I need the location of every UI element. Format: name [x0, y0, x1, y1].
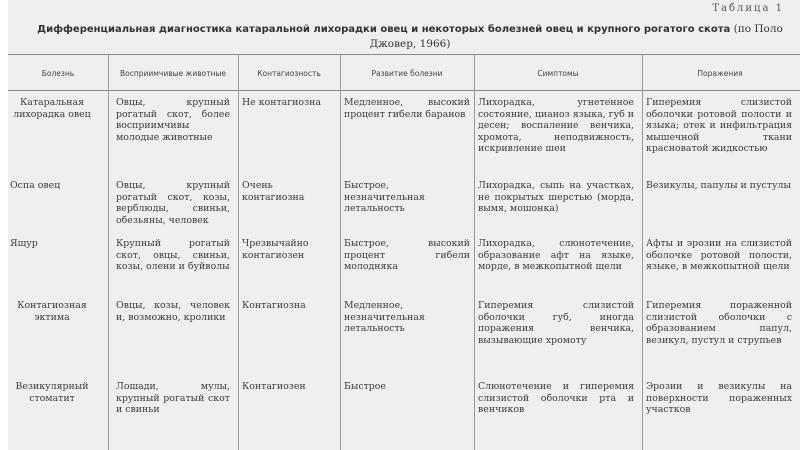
column-divider — [108, 54, 109, 450]
table-title-source: (по Поло Джовер, 1966) — [369, 23, 783, 50]
header-contagiousness: Контагиозность — [257, 68, 321, 78]
row-3-animals: Крупный рогатый скот, овцы, свиньи, козы, олени и буйволы — [116, 238, 230, 273]
table-number: Таблица 1 — [712, 3, 784, 14]
table-title — [30, 22, 790, 51]
row-1-disease: Катаральная лихорадка овец — [13, 97, 91, 120]
row-5-lesions: Эрозии и везикулы на поверхности пораженных участков — [646, 381, 792, 416]
row-5-disease: Везикулярный стоматит — [15, 381, 89, 404]
row-4-development: Медленное, незначительная летальность — [344, 300, 425, 335]
header-symptoms: Симптомы — [537, 68, 579, 78]
row-5-symptoms: Слюнотечение и гиперемия слизистой оболочки рта и венчиков — [478, 381, 634, 416]
row-4-contagiousness: Контагиозна — [242, 300, 306, 311]
row-2-development: Быстрое, незначительная летальность — [344, 180, 425, 215]
row-2-contagiousness: Очень контагиозна — [242, 180, 305, 203]
row-2-symptoms: Лихорадка, сыпь на участках, не покрытых шерстью (морда, вымя, мошонка) — [478, 180, 634, 215]
row-2-lesions: Везикулы, папулы и пустулы — [646, 180, 791, 191]
row-3-development: Быстрое, высокий процент гибели молодняка — [344, 238, 470, 273]
row-1-animals: Овцы, крупный рогатый скот, более восприимчивы молодые животные — [116, 97, 230, 143]
row-3-symptoms: Лихорадка, слюнотечение, образование афт на языке, морде, в межкопытной щели — [478, 238, 634, 273]
column-divider — [238, 54, 239, 450]
column-divider — [340, 54, 341, 450]
header-lesions: Поражения — [697, 68, 743, 78]
row-3-lesions: Афты и эрозии на слизистой оболочке ротовой полости, языке, в межкопытной щели — [646, 238, 792, 273]
row-1-development: Медленное, высокий процент гибели баранов — [344, 97, 470, 120]
row-4-disease: Контагиозная эктима — [17, 300, 87, 323]
table-top-rule — [8, 54, 800, 55]
header-disease: Болезнь — [41, 68, 75, 78]
row-3-contagiousness: Чрезвычайно контагиозен — [242, 238, 309, 261]
scanned-page — [8, 0, 800, 450]
row-3-disease: Ящур — [10, 238, 38, 249]
row-4-lesions: Гиперемия пораженной слизистой оболочки с образованием папул, везикул, пустул и струпьев — [646, 300, 792, 346]
row-5-contagiousness: Контагиозен — [242, 381, 306, 392]
header-animals: Восприимчивые животные — [119, 68, 227, 78]
row-4-symptoms: Гиперемия слизистой оболочки губ, иногда поражения венчика, вызывающие хромоту — [478, 300, 634, 346]
header-bottom-rule — [8, 90, 800, 91]
table-title-main: Дифференциальная диагностика катаральной лихорадки овец и некоторых болезней овец и крупного рогатого скота — [37, 24, 731, 35]
row-5-animals: Лошади, мулы, крупный рогатый скот и свиньи — [116, 381, 230, 416]
column-divider — [642, 54, 643, 450]
row-2-disease: Оспа овец — [10, 180, 61, 191]
row-4-animals: Овцы, козы, человек и, возможно, кролики — [116, 300, 230, 323]
row-1-lesions: Гиперемия слизистой оболочки ротовой полости и языка; отек и инфильтрация мышечной ткани красноватой жидкостью — [646, 97, 792, 155]
header-development: Развитие болезни — [371, 68, 443, 78]
row-2-animals: Овцы, крупный рогатый скот, козы, верблюды, свиньи, обезьяны, человек — [116, 180, 230, 226]
row-1-contagiousness: Не контагиозна — [242, 97, 321, 108]
row-5-development: Быстрое — [344, 381, 386, 392]
row-1-symptoms: Лихорадка, угнетенное состояние, цианоз языка, губ и десен; воспаление венчика, хромота, неподвижность, искривление шеи — [478, 97, 634, 155]
column-divider — [474, 54, 475, 450]
